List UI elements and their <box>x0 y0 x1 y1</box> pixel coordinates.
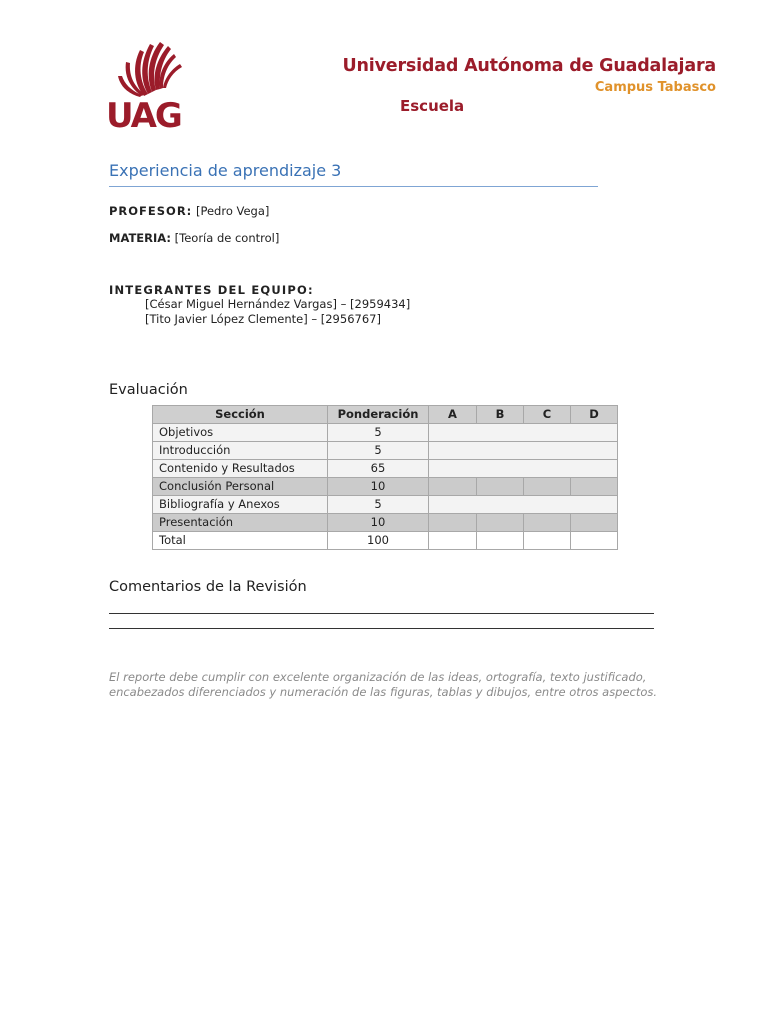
team-label: INTEGRANTES DEL EQUIPO: <box>109 283 314 297</box>
materia-value: [Teoría de control] <box>174 231 280 245</box>
grade-cell-b[interactable] <box>477 514 524 532</box>
uag-logo <box>104 34 196 134</box>
section-cell: Total <box>153 532 328 550</box>
weight-cell: 10 <box>328 478 429 496</box>
table-row <box>153 460 618 478</box>
column-header: C <box>524 406 571 424</box>
weight-cell: 10 <box>328 514 429 532</box>
grade-cell-c[interactable] <box>524 514 571 532</box>
grade-cell-merged[interactable] <box>429 460 618 478</box>
team-member: [César Miguel Hernández Vargas] – [2959434] <box>145 297 411 311</box>
section-cell: Bibliografía y Anexos <box>153 496 328 514</box>
campus-name: Campus Tabasco <box>594 80 716 95</box>
comment-line[interactable] <box>109 613 654 614</box>
grade-cell-merged[interactable] <box>429 424 618 442</box>
grade-cell-b[interactable] <box>477 532 524 550</box>
section-cell: Contenido y Resultados <box>153 460 328 478</box>
university-name: Universidad Autónoma de Guadalajara <box>342 56 716 76</box>
grade-cell-b[interactable] <box>477 478 524 496</box>
section-cell: Objetivos <box>153 424 328 442</box>
column-header: D <box>571 406 618 424</box>
table-header-row <box>153 406 618 424</box>
column-header: Ponderación <box>328 406 429 424</box>
section-cell: Presentación <box>153 514 328 532</box>
report-note: El reporte debe cumplir con excelente organización de las ideas, ortografía, texto justificado, encabezados diferenciados y numeración de las figuras, tablas y dibujos, entre otros aspectos. <box>109 670 658 699</box>
team-member: [Tito Javier López Clemente] – [2956767] <box>145 312 381 326</box>
table-row <box>153 442 618 460</box>
grade-cell-c[interactable] <box>524 478 571 496</box>
table-row <box>153 424 618 442</box>
uag-logo-graphic <box>104 34 196 134</box>
grade-cell-c[interactable] <box>524 532 571 550</box>
profesor-value: [Pedro Vega] <box>195 204 270 218</box>
table-row <box>153 478 618 496</box>
grade-cell-merged[interactable] <box>429 496 618 514</box>
column-header: A <box>429 406 477 424</box>
grade-cell-d[interactable] <box>571 478 618 496</box>
column-header: B <box>477 406 524 424</box>
profesor-label: PROFESOR: <box>109 204 193 218</box>
weight-cell: 5 <box>328 442 429 460</box>
profesor-line <box>109 204 269 218</box>
document-title: Experiencia de aprendizaje 3 <box>109 161 342 180</box>
title-underline <box>109 186 598 187</box>
grade-cell-a[interactable] <box>429 514 477 532</box>
evaluation-table <box>152 405 618 550</box>
table-row-total <box>153 532 618 550</box>
materia-line <box>109 231 279 245</box>
section-cell: Conclusión Personal <box>153 478 328 496</box>
column-header: Sección <box>153 406 328 424</box>
comments-heading: Comentarios de la Revisión <box>109 579 307 595</box>
weight-cell: 5 <box>328 424 429 442</box>
grade-cell-d[interactable] <box>571 532 618 550</box>
grade-cell-merged[interactable] <box>429 442 618 460</box>
evaluation-heading: Evaluación <box>109 382 188 398</box>
svg-text:UAG: UAG <box>106 96 181 134</box>
weight-cell: 100 <box>328 532 429 550</box>
table-row <box>153 496 618 514</box>
grade-cell-d[interactable] <box>571 514 618 532</box>
school-label: Escuela <box>400 97 465 115</box>
grade-cell-a[interactable] <box>429 478 477 496</box>
weight-cell: 65 <box>328 460 429 478</box>
section-cell: Introducción <box>153 442 328 460</box>
weight-cell: 5 <box>328 496 429 514</box>
table-row <box>153 514 618 532</box>
materia-label: MATERIA: <box>109 231 171 245</box>
comment-line[interactable] <box>109 628 654 629</box>
grade-cell-a[interactable] <box>429 532 477 550</box>
